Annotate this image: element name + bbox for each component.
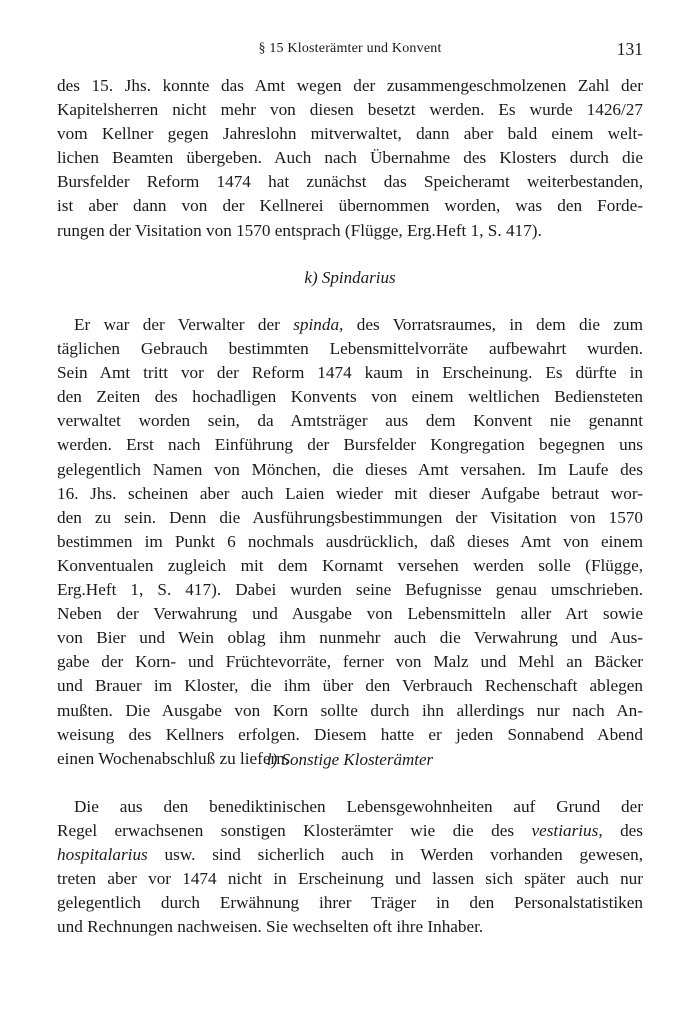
text-line: Neben der Verwahrung und Ausgabe von Lebensmitteln aller Art sowie [57, 604, 643, 624]
text-line: Regel erwachsenen sonstigen Klosterämter wie die des vestiarius, des [57, 821, 644, 841]
text-line: ist aber dann von der Kellnerei übernommen worden, was den Forde- [57, 196, 643, 216]
text-line: und Rechnungen nachweisen. Sie wechselten oft ihre Inhaber. [57, 917, 484, 937]
text-line: mußten. Die Ausgabe von Korn sollte durch ihn allerdings nur nach An- [57, 700, 643, 720]
text-line: Er war der Verwalter der spinda, des Vorratsraumes, in dem die zum [74, 315, 643, 334]
section-heading-spindarius: k) Spindarius [304, 268, 396, 287]
text-line: einen Wochenabschluß zu liefern. [57, 748, 290, 768]
text-line: verwaltet worden sein, da Amtsträger aus dem Konvent nie genannt [57, 411, 643, 431]
text-line: Kapitelsherren nicht mehr von diesen besetzt werden. Es wurde 1426/27 [57, 100, 643, 120]
text-line: bestimmen im Punkt 6 nochmals ausdrücklich, daß dieses Amt von einem [57, 531, 643, 551]
text-line: täglichen Gebrauch bestimmten Lebensmittelvorräte aufbewahrt wurden. [57, 339, 643, 359]
text-line: rungen der Visitation von 1570 entsprach (Flügge, Erg.Heft 1, S. 417). [57, 220, 542, 240]
text-line: und Brauer im Kloster, die ihm über den Verbrauch Rechenschaft ablegen [57, 676, 643, 696]
latin-term: hospitalarius [57, 845, 148, 865]
text-line: Konventualen zugleich mit dem Kornamt versehen werden solle (Flügge, [57, 555, 643, 575]
text-line: lichen Beamten übergeben. Auch nach Übernahme des Klosters durch die [57, 148, 643, 168]
text-line: gabe der Korn- und Früchtevorräte, ferner von Malz und Mehl an Bäcker [57, 652, 643, 672]
page-number: 131 [616, 39, 643, 59]
text-line: den zu sein. Denn die Ausführungsbestimmungen der Visitation von 1570 [57, 507, 643, 527]
paragraph-speicheramt [57, 74, 643, 243]
text-line: Sein Amt tritt vor der Reform 1474 kaum in Erscheinung. Es dürfte in [57, 363, 643, 383]
paragraph-spindarius [57, 313, 643, 771]
text-line: gelegentlich durch Erwähnung ihrer Träger in den Personalstatistiken [57, 893, 643, 913]
paragraph-sonstige-klosteraemter [57, 795, 643, 940]
text-line: hospitalarius usw. sind sicherlich auch in Werden vorhanden gewesen, [57, 845, 643, 865]
page-header [57, 41, 643, 65]
text-line: des 15. Jhs. konnte das Amt wegen der zusammengeschmolzenen Zahl der [57, 76, 643, 95]
text-line: werden. Erst nach Einführung der Bursfelder Kongregation begegnen uns [57, 435, 643, 455]
text-line: vom Kellner gegen Jahreslohn mitverwaltet, dann aber bald einem welt- [57, 124, 643, 144]
text-line: 16. Jhs. scheinen aber auch Laien wieder mit dieser Aufgabe betraut wor- [57, 483, 643, 503]
running-head: § 15 Klosterämter und Konvent [258, 41, 442, 56]
text-line: Erg.Heft 1, S. 417). Dabei wurden seine Befugnisse genau umschrieben. [57, 580, 643, 600]
text-line: gelegentlich Namen von Mönchen, die dieses Amt versahen. Im Laufe des [57, 459, 643, 479]
text-line: Die aus den benediktinischen Lebensgewohnheiten auf Grund der [74, 797, 643, 816]
text-line: von Bier und Wein oblag ihm nunmehr auch die Verwahrung und Aus- [57, 628, 643, 648]
latin-term: spinda, [293, 315, 344, 334]
text-line: treten aber vor 1474 nicht in Erscheinung und lassen sich später auch nur [57, 869, 643, 889]
text-line: weisung des Kellners erfolgen. Diesem hatte er jeden Sonnabend Abend [57, 724, 643, 744]
section-heading-sonstige-klosteraemter: l) Sonstige Klosterämter [266, 750, 434, 769]
text-line: den Zeiten des hochadligen Konvents von einem weltlichen Bediensteten [57, 387, 643, 407]
latin-term: vestiarius, [531, 821, 603, 841]
text-line: Bursfelder Reform 1474 hat zunächst das Speicheramt weiterbestanden, [57, 172, 643, 192]
